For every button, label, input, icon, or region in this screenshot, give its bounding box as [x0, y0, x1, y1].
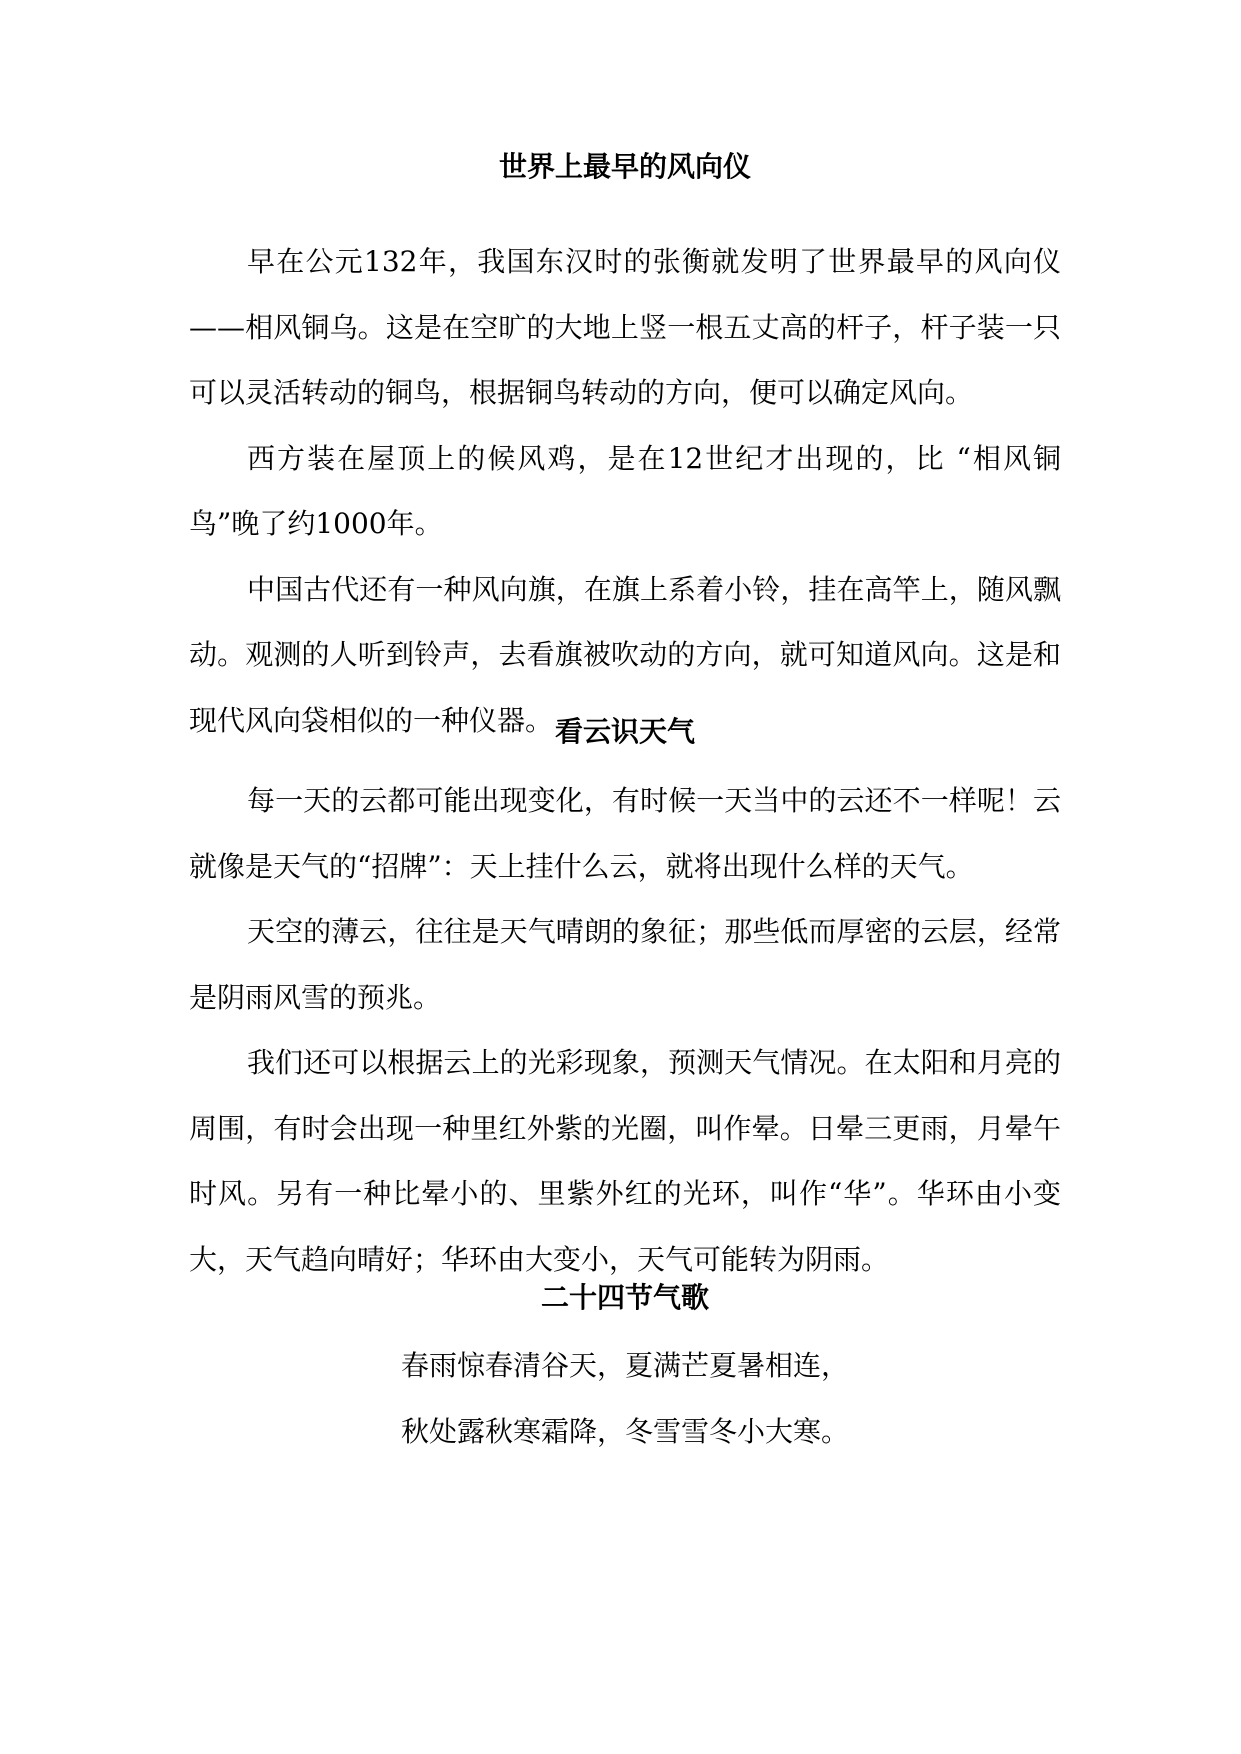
- section-cloud-weather: [189, 712, 1061, 1292]
- section-title: 看云识天气: [554, 715, 695, 748]
- paragraph: 我们还可以根据云上的光彩现象，预测天气情况。在太阳和月亮的周围，有时会出现一种里红外紫的光圈，叫作晕。日晕三更雨，月晕午时风。另有一种比晕小的、里紫外红的光环，叫作“华”。华环由小变大，天气趋向晴好；华环由大变小，天气可能转为阴雨。: [189, 1046, 1061, 1276]
- paragraph: 早在公元132年，我国东汉时的张衡就发明了世界最早的风向仪——相风铜乌。这是在空旷的大地上竖一根五丈高的杆子，杆子装一只可以灵活转动的铜鸟，根据铜鸟转动的方向，便可以确定风向。: [189, 245, 1061, 409]
- section-title: 世界上最早的风向仪: [498, 150, 751, 183]
- document-page: [189, 0, 1061, 1754]
- section-wind-vane: [189, 147, 1061, 753]
- paragraph: 天空的薄云，往往是天气晴朗的象征；那些低而厚密的云层，经常是阴雨风雪的预兆。: [189, 915, 1061, 1014]
- paragraph: 每一天的云都可能出现变化，有时候一天当中的云还不一样呢！云就像是天气的“招牌”：天上挂什么云，就将出现什么样的天气。: [189, 784, 1061, 883]
- paragraph: 中国古代还有一种风向旗，在旗上系着小铃，挂在高竿上，随风飘动。观测的人听到铃声，去看旗被吹动的方向，就可知道风向。这是和现代风向袋相似的一种仪器。: [189, 572, 1061, 737]
- section-solar-terms-song: [189, 1278, 1061, 1464]
- section-title: 二十四节气歌: [540, 1281, 709, 1314]
- poem-line: 秋处露秋寒霜降，冬雪雪冬小大寒。: [400, 1414, 849, 1448]
- paragraph: 西方装在屋顶上的候风鸡，是在12世纪才出现的，比 “相风铜鸟”晚了约1000年。: [189, 441, 1061, 540]
- poem-line: 春雨惊春清谷天，夏满芒夏暑相连，: [400, 1349, 849, 1382]
